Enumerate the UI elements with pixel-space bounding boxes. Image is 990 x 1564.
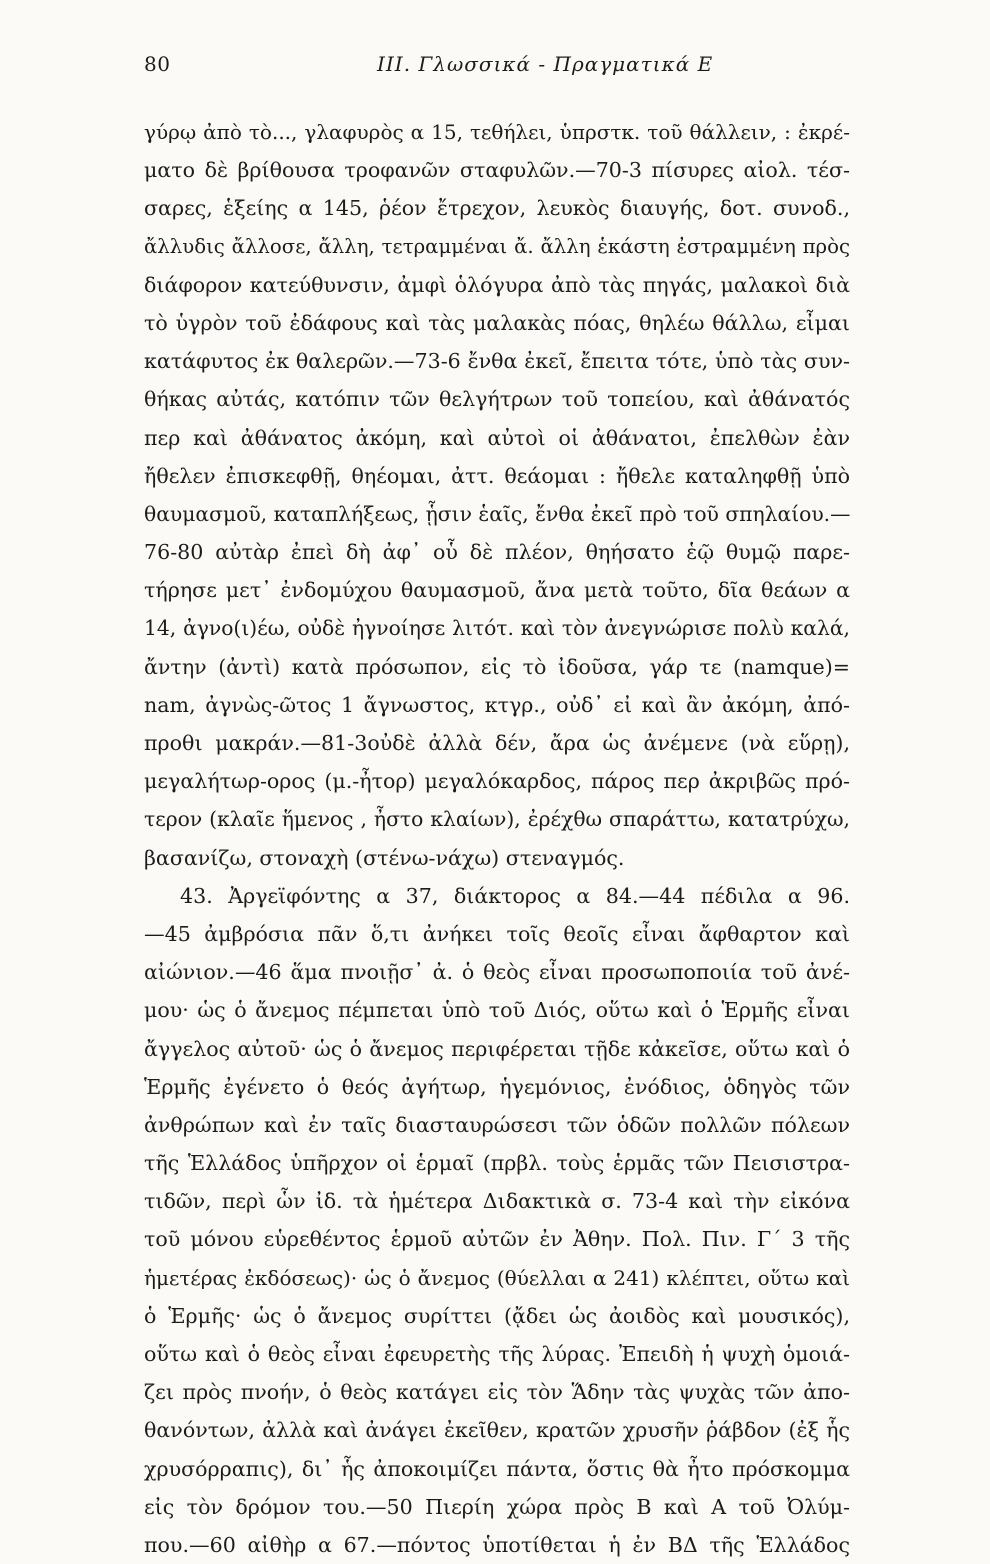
text-line: οὕτω καὶ ὁ θεὸς εἶναι ἐφευρετὴς τῆς λύρας. Ἐπειδὴ ἡ ψυχὴ ὁμοιά- bbox=[144, 1342, 850, 1366]
text-line: εἰς τὸν δρόμον του.—50 Πιερίη χώρα πρὸς Β καὶ Α τοῦ Ὀλύμ- bbox=[144, 1494, 850, 1519]
text-line: περ καὶ ἀθάνατος ἀκόμη, καὶ αὐτοὶ οἱ ἀθάνατοι, ἐπελθὼν ἐὰν bbox=[144, 425, 850, 450]
text-line: —45 ἀμβρόσια πᾶν ὅ,τι ἀνήκει τοῖς θεοῖς εἶναι ἄφθαρτον καὶ bbox=[144, 921, 850, 946]
text-line: ἤθελεν ἐπισκεφθῇ, θηέομαι, ἀττ. θεάομαι : ἤθελε καταληφθῇ ὑπὸ bbox=[144, 463, 850, 488]
text-line: nam, ἀγνὼς-ῶτος 1 ἄγνωστος, κτγρ., οὐδ᾽ εἰ καὶ ἂν ἀκόμη, ἀπό- bbox=[144, 692, 850, 717]
text-line: ὁ Ἑρμῆς· ὡς ὁ ἄνεμος συρίττει (ᾄδει ὡς ἀοιδὸς καὶ μουσικός), bbox=[144, 1303, 850, 1328]
text-line: τιδῶν, περὶ ὧν ἰδ. τὰ ἡμέτερα Διδακτικὰ σ. 73-4 καὶ τὴν εἰκόνα bbox=[144, 1189, 850, 1214]
text-line: θαυμασμοῦ, καταπλήξεως, ᾗσιν ἑαῖς, ἔνθα ἐκεῖ πρὸ τοῦ σπηλαίου.— bbox=[144, 501, 850, 526]
text-line: προθι μακράν.—81-3οὐδὲ ἀλλὰ δέν, ἄρα ὡς ἀνέμενε (νὰ εὕρῃ), bbox=[144, 731, 850, 755]
text-line: χρυσόρραπις), δι᾽ ἧς ἀποκοιμίζει πάντα, ὅστις θὰ ἦτο πρόσκομμα bbox=[144, 1456, 850, 1481]
text-line: ἄντην (ἀντὶ) κατὰ πρόσωπον, εἰς τὸ ἰδοῦσα, γάρ τε (namque)= bbox=[144, 654, 850, 679]
text-line: σαρες, ἑξείης α 145, ῥέον ἔτρεχον, λευκὸς διαυγής, δοτ. συνοδ., bbox=[144, 196, 850, 221]
text-line: θήκας αὐτάς, κατόπιν τῶν θελγήτρων τοῦ τοπείου, καὶ ἀθάνατός bbox=[144, 387, 850, 412]
page-header bbox=[144, 52, 850, 86]
text-line: 14, ἀγνο(ι)έω, οὐδὲ ἠγνοίησε λιτότ. καὶ τὸν ἀνεγνώρισε πολὺ καλά, bbox=[144, 616, 850, 641]
text-line: βασανίζω, στοναχὴ (στένω-νάχω) στεναγμός. bbox=[144, 845, 625, 870]
text-line: ἀνθρώπων καὶ ἐν ταῖς διασταυρώσεσι τῶν ὁδῶν πολλῶν πόλεων bbox=[144, 1112, 850, 1137]
text-line: ἄλλυδις ἄλλοσε, ἄλλη, τετραμμέναι ἄ. ἄλλη ἑκάστη ἐστραμμένη πρὸς bbox=[144, 234, 850, 258]
text-line: μεγαλήτωρ-ορος (μ.-ἦτορ) μεγαλόκαρδος, πάρος περ ἀκριβῶς πρό- bbox=[144, 769, 850, 794]
text-line: μου· ὡς ὁ ἄνεμος πέμπεται ὑπὸ τοῦ Διός, οὕτω καὶ ὁ Ἑρμῆς εἶναι bbox=[144, 998, 850, 1023]
text-line: 76-80 αὐτὰρ ἐπεὶ δὴ ἀφ᾽ οὗ δὲ πλέον, θηήσατο ἑῷ θυμῷ παρε- bbox=[144, 540, 850, 565]
text-line: κατάφυτος ἐκ θαλερῶν.—73-6 ἔνθα ἐκεῖ, ἔπειτα τότε, ὑπὸ τὰς συν- bbox=[144, 349, 850, 374]
text-line: που.—60 αἰθὴρ α 67.—πόντος ὑποτίθεται ἡ ἐν ΒΔ τῆς Ἑλλάδος bbox=[144, 1532, 850, 1557]
text-body bbox=[144, 113, 850, 1564]
text-line: γύρῳ ἀπὸ τὸ..., γλαφυρὸς α 15, τεθήλει, ὑπρστκ. τοῦ θάλλειν, : ἐκρέ- bbox=[144, 120, 850, 144]
running-head: ΙΙΙ. Γλωσσικά - Πραγματικά Ε bbox=[377, 52, 714, 76]
text-line: ματο δὲ βρίθουσα τροφανῶν σταφυλῶν.—70-3 πίσυρες αἰολ. τέσ- bbox=[144, 158, 850, 183]
text-line: θανόντων, ἀλλὰ καὶ ἀνάγει ἐκεῖθεν, κρατῶν χρυσῆν ῥάβδον (ἐξ ἧς bbox=[144, 1418, 850, 1443]
text-line: Ἑρμῆς ἐγένετο ὁ θεός ἀγήτωρ, ἡγεμόνιος, ἐνόδιος, ὁδηγὸς τῶν bbox=[144, 1074, 850, 1099]
text-line: τερον (κλαῖε ἥμενος , ἦστο κλαίων), ἐρέχθω σπαράττω, κατατρύχω, bbox=[144, 807, 850, 832]
text-line: τῆς Ἑλλάδος ὑπῆρχον οἱ ἑρμαῖ (πρβλ. τοὺς ἑρμᾶς τῶν Πεισιστρα- bbox=[144, 1151, 850, 1176]
text-line: ἡμετέρας ἐκδόσεως)· ὡς ὁ ἄνεμος (θύελλαι α 241) κλέπτει, οὕτω καὶ bbox=[144, 1265, 850, 1290]
text-line: τήρησε μετ᾽ ἐνδομύχου θαυμασμοῦ, ἄνα μετὰ τοῦτο, δῖα θεάων α bbox=[144, 578, 850, 603]
text-line: ζει πρὸς πνοήν, ὁ θεὸς κατάγει εἰς τὸν Ἅδην τὰς ψυχὰς τῶν ἀπο- bbox=[144, 1380, 850, 1405]
text-line: αἰώνιον.—46 ἅμα πνοιῇσ᾽ ἀ. ὁ θεὸς εἶναι προσωποποιία τοῦ ἀνέ- bbox=[144, 960, 850, 985]
page-number: 80 bbox=[144, 52, 171, 76]
text-line: τὸ ὑγρὸν τοῦ ἐδάφους καὶ τὰς μαλακὰς πόας, θηλέω θάλλω, εἶμαι bbox=[144, 310, 850, 335]
text-line: διάφορον κατεύθυνσιν, ἀμφὶ ὁλόγυρα ἀπὸ τὰς πηγάς, μαλακοὶ διὰ bbox=[144, 272, 850, 297]
text-line: ἄγγελος αὐτοῦ· ὡς ὁ ἄνεμος περιφέρεται τῇδε κἀκεῖσε, οὕτω καὶ ὁ bbox=[144, 1036, 850, 1061]
text-line: τοῦ μόνου εὑρεθέντος ἑρμοῦ αὐτῶν ἐν Ἀθην. Πολ. Πιν. Γ΄ 3 τῆς bbox=[144, 1227, 850, 1252]
text-line: 43. Ἀργεϊφόντης α 37, διάκτορος α 84.—44 πέδιλα α 96. bbox=[180, 883, 850, 908]
